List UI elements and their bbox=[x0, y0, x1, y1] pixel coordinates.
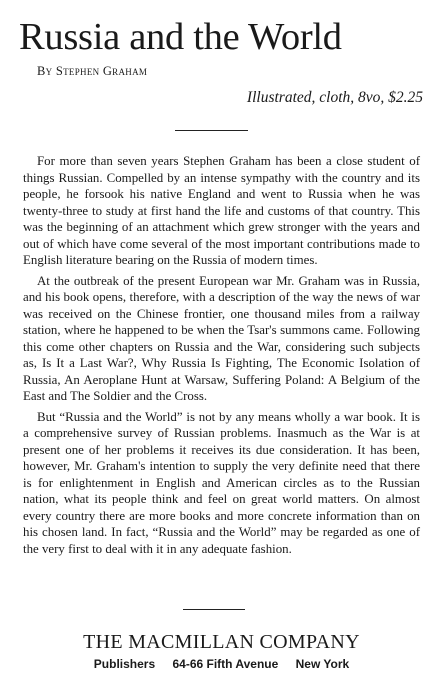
paragraph: But “Russia and the World” is not by any means wholly a war book. It is a comprehensive survey of Russian problems. Inasmuch as the War is at present one of her problems it receives its due consideration. It has been, however, Mr. Graham's intention to supply the very definite need that there is for enlightenment in English and American circles as to the Russian nation, what its people think and feel on great world matters. On almost every country there are more books and more concrete information than on his chosen land. In fact, “Russia and the World” may be regarded as one of the very first to deal with it in any adequate fashion. bbox=[23, 409, 420, 556]
description-body bbox=[23, 153, 420, 561]
publisher-city: New York bbox=[295, 657, 350, 671]
byline-prefix: By bbox=[37, 64, 53, 78]
publisher-street: 64-66 Fifth Avenue bbox=[172, 657, 279, 671]
book-title: Russia and the World bbox=[19, 16, 342, 58]
top-divider bbox=[175, 130, 248, 131]
edition-price: Illustrated, cloth, 8vo, $2.25 bbox=[246, 89, 423, 106]
bottom-divider bbox=[183, 609, 245, 610]
paragraph: For more than seven years Stephen Graham has been a close student of things Russian. Compelled by an intense sympathy with the country and its people, he forsook his native England and went to Russia when he was twenty-three to study at first hand the life and customs of that country. This was the beginning of an attachment which grew stronger with the years and out of which have come several of the most important contributions made to English literature bearing on the Russia of modern times. bbox=[23, 154, 420, 267]
publisher-address bbox=[0, 657, 443, 671]
publisher-name: THE MACMILLAN COMPANY bbox=[83, 631, 360, 653]
publisher-role: Publishers bbox=[93, 657, 156, 671]
author-name: Stephen Graham bbox=[55, 64, 148, 78]
byline bbox=[37, 64, 147, 79]
paragraph: At the outbreak of the present European war Mr. Graham was in Russia, and his book opens, therefore, with a description of the way the news of war was received on the Chinese frontier, one thousand miles from a railway station, where he happened to be when the Tsar's summons came. Following this come other chapters on Russia and the War, considering such subjects as, Is It a Last War?, Why Russia Is Fighting, The Economic Isolation of Russia, An Aeroplane Hunt at Warsaw, Suffering Poland: A Belgium of the East and The Soldier and the Cross. bbox=[23, 273, 420, 403]
